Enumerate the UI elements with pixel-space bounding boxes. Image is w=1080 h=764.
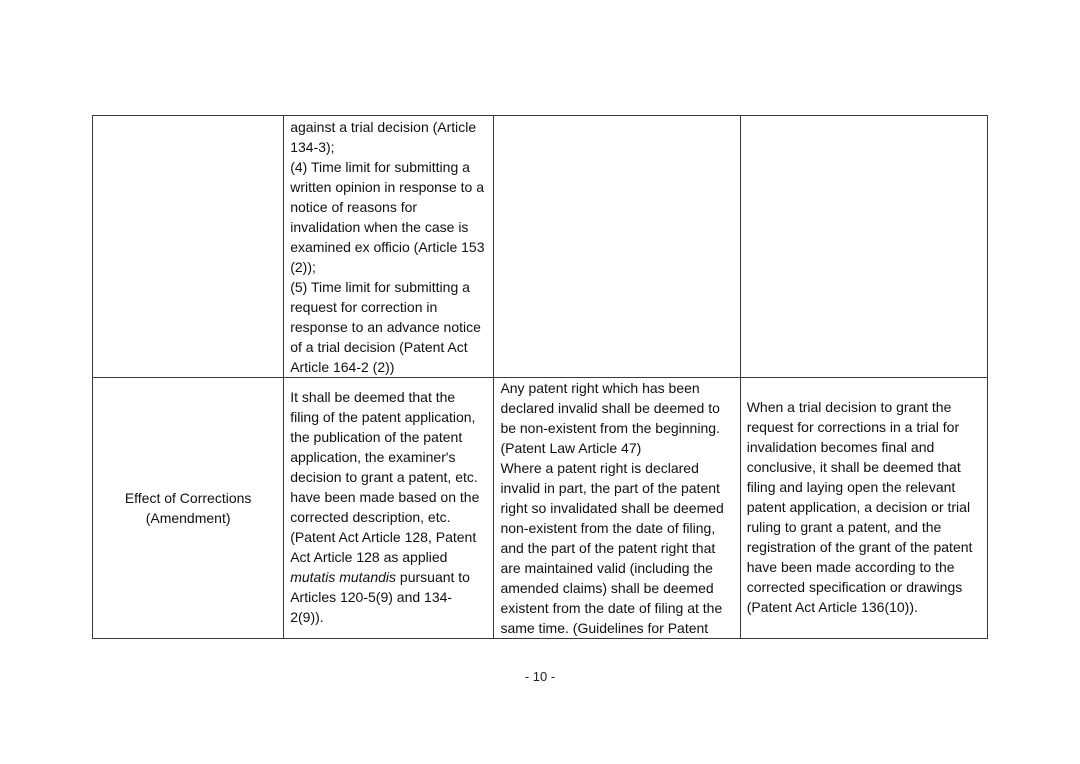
- text-line: filing and laying open the relevant: [746, 479, 956, 495]
- text-line: Articles 120-5(9) and 134-: [290, 589, 453, 605]
- text-line: patent application, a decision or trial: [746, 499, 971, 515]
- row-label-line: Effect of Corrections: [124, 490, 252, 506]
- text-line: 134-3);: [290, 139, 335, 155]
- row1-label-cell: [93, 116, 284, 378]
- italic-term: mutatis mutandis: [290, 569, 397, 585]
- row-label-effect-of-corrections: [93, 378, 284, 639]
- text-fragment: pursuant to: [396, 569, 470, 585]
- text-line: (Patent Law Article 47): [500, 440, 642, 456]
- row1-col2-cell: [284, 116, 494, 378]
- text-line: Any patent right which has been: [500, 380, 700, 396]
- text-line: request for corrections in a trial for: [746, 419, 960, 435]
- text-line: same time. (Guidelines for Patent: [500, 620, 709, 636]
- text-line: conclusive, it shall be deemed that: [746, 459, 961, 475]
- text-line: against a trial decision (Article: [290, 119, 477, 135]
- text-line: decision to grant a patent, etc.: [290, 469, 478, 485]
- row1-col4-cell: [740, 116, 987, 378]
- text-line: response to an advance notice: [290, 319, 481, 335]
- row1-col3-cell: [494, 116, 740, 378]
- text-line: corrected specification or drawings: [746, 579, 963, 595]
- text-line: application, the examiner's: [290, 449, 456, 465]
- text-line: filing of the patent application,: [290, 409, 476, 425]
- text-line: (Patent Act Article 128, Patent: [290, 529, 477, 545]
- text-line: Article 164-2 (2)): [290, 359, 395, 375]
- text-line: non-existent from the date of filing,: [500, 520, 716, 536]
- text-line: declared invalid shall be deemed to: [500, 400, 720, 416]
- text-line: corrected description, etc.: [290, 509, 451, 525]
- text-line: notice of reasons for: [290, 199, 418, 215]
- text-line: It shall be deemed that the: [290, 389, 456, 405]
- table-row: [93, 378, 988, 639]
- text-line: written opinion in response to a: [290, 179, 484, 195]
- text-line: ruling to grant a patent, and the: [746, 519, 942, 535]
- text-line: right so invalidated shall be deemed: [500, 500, 724, 516]
- comparison-table: [92, 115, 988, 639]
- table-row: [93, 116, 988, 378]
- text-line: (5) Time limit for submitting a: [290, 279, 470, 295]
- text-line: 2(9)).: [290, 609, 324, 625]
- text-line: and the part of the patent right that: [500, 540, 716, 556]
- text-line: have been made based on the: [290, 489, 480, 505]
- text-line: be non-existent from the beginning.: [500, 420, 720, 436]
- text-line: Where a patent right is declared: [500, 460, 699, 476]
- row2-col4-cell: [740, 378, 987, 639]
- text-line: [290, 567, 487, 587]
- text-line: are maintained valid (including the: [500, 560, 713, 576]
- text-line: invalidation when the case is: [290, 219, 469, 235]
- text-line: (4) Time limit for submitting a: [290, 159, 470, 175]
- text-line: Act Article 128 as applied: [290, 549, 448, 565]
- row2-col3-cell: [494, 378, 740, 639]
- text-line: registration of the grant of the patent: [746, 539, 973, 555]
- page-number: - 10 -: [524, 669, 556, 684]
- text-line: request for correction in: [290, 299, 438, 315]
- text-line: have been made according to the: [746, 559, 955, 575]
- text-line: examined ex officio (Article 153: [290, 239, 485, 255]
- row-label-line: (Amendment): [145, 510, 231, 526]
- text-line: invalidation becomes final and: [746, 439, 935, 455]
- text-line: When a trial decision to grant the: [746, 399, 952, 415]
- text-line: (Patent Act Article 136(10)).: [746, 599, 918, 615]
- text-line: the publication of the patent: [290, 429, 463, 445]
- text-line: invalid in part, the part of the patent: [500, 480, 720, 496]
- text-line: amended claims) shall be deemed: [500, 580, 714, 596]
- row2-col2-cell: [284, 378, 494, 639]
- text-line: existent from the date of filing at the: [500, 600, 723, 616]
- text-line: of a trial decision (Patent Act: [290, 339, 468, 355]
- text-line: (2));: [290, 259, 316, 275]
